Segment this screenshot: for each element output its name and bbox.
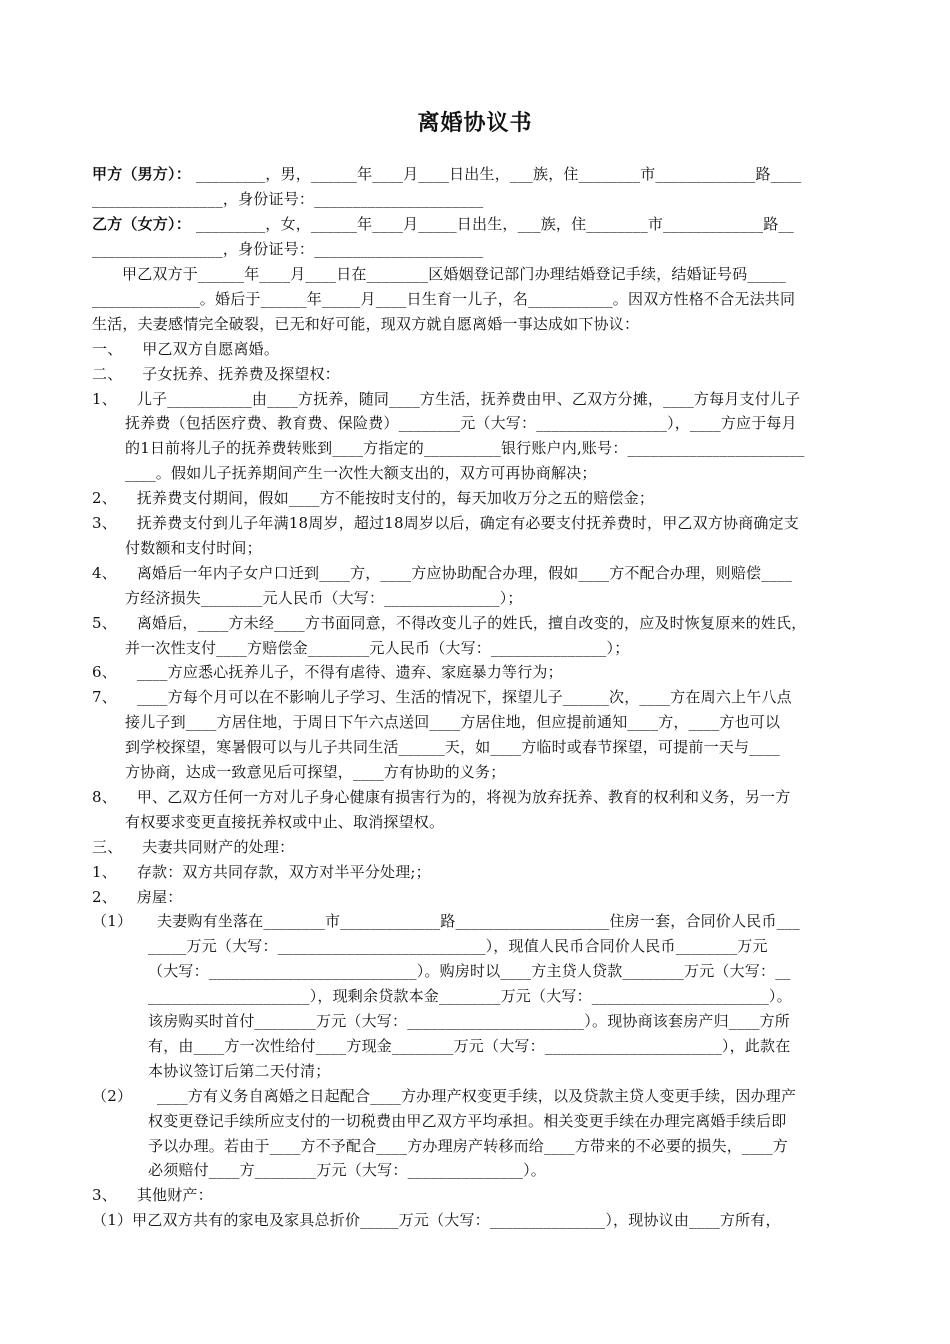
agreement-line: 二、 子女抚养、抚养费及探望权： bbox=[92, 365, 340, 383]
agreement-line: 抚养费（包括医疗费、教育费、保险费）________元（大写：_________________），____方应于每月 bbox=[125, 414, 797, 432]
party-a-line2: _________________，身份证号：______________________ bbox=[92, 190, 484, 208]
agreement-line: 4、 离婚后一年内子女户口迁到____方，____方应协助配合办理，假如____方不配合办理，则赔偿____ bbox=[92, 564, 793, 582]
agreement-line: 1、 存款：双方共同存款，双方对半平分处理;； bbox=[92, 863, 431, 881]
party-a-label: 甲方（男方）： bbox=[92, 165, 191, 183]
agreement-line: （1）甲乙双方共有的家电及家具总折价_____万元（大写：_______________），现协议由____方所有， bbox=[92, 1211, 781, 1229]
agreement-line: （1） 夫妻购有坐落在________市_____________路____________________住房一套，合同价人民币___ bbox=[92, 912, 800, 930]
agreement-line: 生活，夫妻感情完全破裂，已无和好可能，现双方就自愿离婚一事达成如下协议： bbox=[92, 315, 640, 333]
agreement-line: 3、 抚养费支付到儿子年满18周岁，超过18周岁以后，确定有必要支付抚养费时，甲乙双方协商确定支 bbox=[92, 514, 799, 532]
agreement-line: _____________________），现剩余贷款本金________万元（大写：_______________________）。 bbox=[148, 987, 792, 1005]
agreement-line: （大写：___________________________）。购房时以____方主贷人贷款________万元（大写：__ bbox=[148, 962, 791, 980]
agreement-line: ______________。婚后于______年_____月____日生育一儿子，名___________。因双方性格不合无法共同 bbox=[92, 290, 796, 308]
agreement-line: 权变更登记手续所应支付的一切税费由甲乙双方平均承担。相关变更手续在办理完离婚手续后即 bbox=[148, 1112, 787, 1130]
agreement-line: 付数额和支付时间； bbox=[125, 539, 262, 557]
agreement-line: 2、 抚养费支付期间，假如____方不能按时支付的，每天加收万分之五的赔偿金； bbox=[92, 489, 655, 507]
party-b-label: 乙方（女方）： bbox=[92, 215, 191, 233]
agreement-line: 一、 甲乙双方自愿离婚。 bbox=[92, 340, 280, 358]
agreement-line: 6、 ____方应悉心抚养儿子，不得有虐待、遗弃、家庭暴力等行为； bbox=[92, 663, 563, 681]
agreement-line: 2、 房屋： bbox=[92, 888, 183, 906]
agreement-line: 接儿子到____方居住地，于周日下午六点送回____方居住地，但应提前通知____方，____方也可以 bbox=[125, 713, 781, 731]
party-b-line2: _________________，身份证号：______________________ bbox=[92, 240, 484, 258]
agreement-line: 1、 儿子___________由____方抚养，随同____方生活，抚养费由甲、乙双方分摊，____方每月支付儿子 bbox=[92, 390, 801, 408]
agreement-line: 必须赔付____方________万元（大写：_______________）。 bbox=[148, 1161, 547, 1179]
agreement-line: 并一次性支付____方赔偿金________元人民币（大写：_______________）； bbox=[125, 639, 630, 657]
agreement-line: 5、 离婚后，____方未经____方书面同意，不得改变儿子的姓氏，擅自改变的，应及时恢复原来的姓氏， bbox=[92, 614, 807, 632]
agreement-line: 8、 甲、乙双方任何一方对儿子身心健康有损害行为的，将视为放弃抚养、教育的权利和义务，另一方 bbox=[92, 788, 791, 806]
agreement-line: 方经济损失________元人民币（大写：_______________）； bbox=[125, 589, 523, 607]
party-a-line1: _________，男，______年____月____日出生，___族，住________市_____________路____ bbox=[196, 165, 802, 183]
agreement-line: 7、 ____方每个月可以在不影响儿子学习、生活的情况下，探望儿子______次，____方在周六上午八点 bbox=[92, 688, 792, 706]
agreement-line: 有，由____方一次性给付____方现金________万元（大写：_______________________），此款在 bbox=[148, 1037, 791, 1055]
agreement-line: 3、 其他财产： bbox=[92, 1186, 213, 1204]
agreement-line: 该房购买时首付________万元（大写：_______________________）。现协商该套房产归____方所 bbox=[148, 1012, 791, 1030]
agreement-line: 有权要求变更直接抚养权或中止、取消探望权。 bbox=[125, 813, 445, 831]
agreement-line: 到学校探望，寒暑假可以与儿子共同生活______天，如____方临时或春节探望，可提前一天与____ bbox=[125, 738, 781, 756]
agreement-line: ____。假如儿子抚养期间产生一次性大额支出的，双方可再协商解决； bbox=[125, 464, 597, 482]
agreement-line: 本协议签订后第二天付清； bbox=[148, 1062, 331, 1080]
agreement-line: 甲乙双方于______年____月____日在________区婚姻登记部门办理结婚登记手续，结婚证号码_____ bbox=[122, 265, 786, 283]
agreement-line: （2） ____方有义务自离婚之日起配合____方办理产权变更手续，以及贷款主贷人变更手续，因办理产 bbox=[92, 1087, 797, 1105]
agreement-line: _____万元（大写：___________________________），现值人民币合同价人民币________万元 bbox=[148, 937, 768, 955]
document-title: 离婚协议书 bbox=[417, 111, 533, 136]
party-b-line1: _________，女，______年____月_____日出生，___族，住________市_____________路__ bbox=[196, 215, 794, 233]
agreement-line: 三、 夫妻共同财产的处理： bbox=[92, 838, 295, 856]
agreement-line: 的1日前将儿子的抚养费转账到____方指定的__________银行账户内,账号：_______________________ bbox=[125, 439, 805, 457]
agreement-line: 方协商，达成一致意见后可探望，____方有协助的义务； bbox=[125, 763, 506, 781]
agreement-line: 予以办理。若由于____方不予配合____方办理房产转移而给____方带来的不必要的损失，____方 bbox=[148, 1137, 789, 1155]
